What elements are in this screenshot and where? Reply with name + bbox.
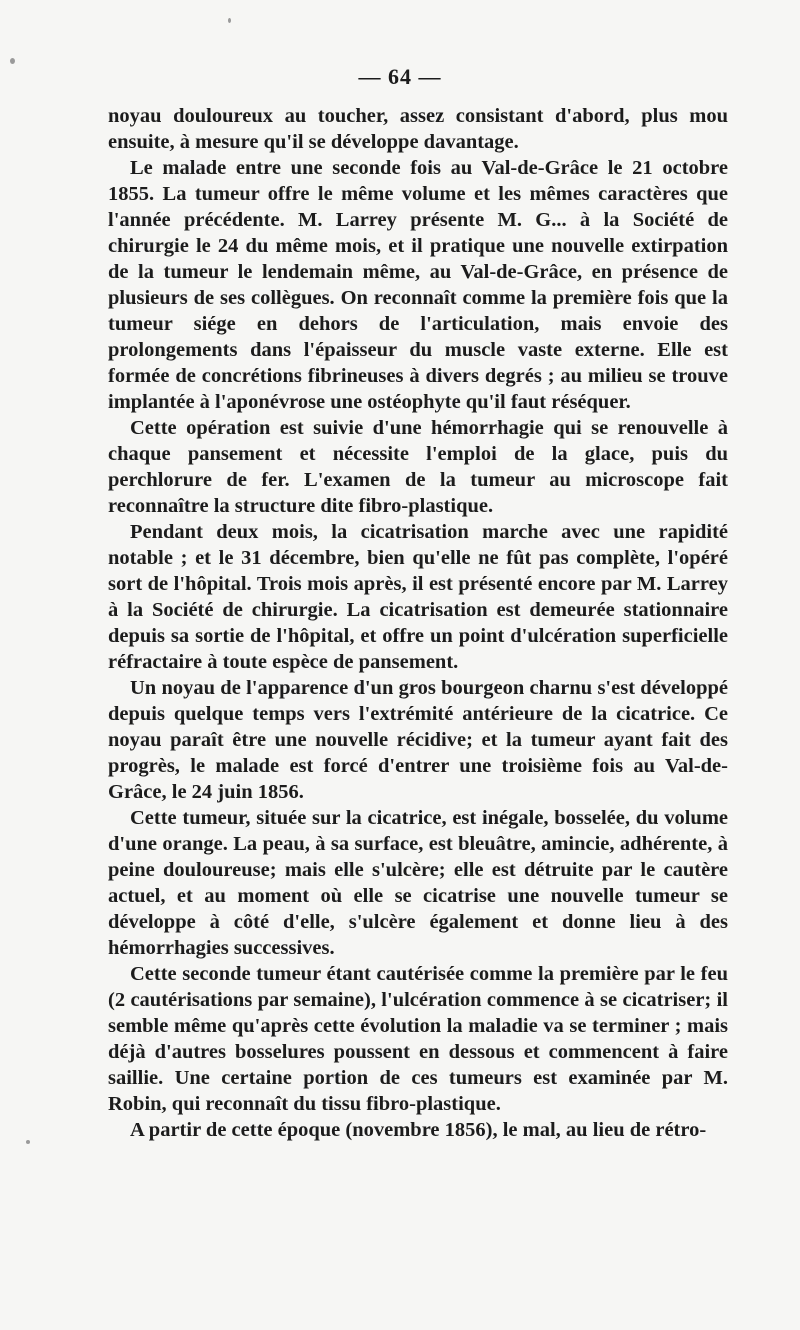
paragraph: A partir de cette époque (novembre 1856), le mal, au lieu de rétro- [130, 1119, 707, 1141]
paragraph: Un noyau de l'apparence d'un gros bourgeon charnu s'est développé depuis quelque temps vers l'extrémité antérieure de la cicatrice. Ce noyau paraît être une nouvelle récidive; et la tumeur ayant fait des progrès, le malade est forcé d'entrer une troisième fois au Val-de-Grâce, le 24 juin 1856. [108, 677, 728, 803]
paragraph: Cette seconde tumeur étant cautérisée comme la première par le feu (2 cautérisations par semaine), l'ulcération commence à se cicatriser; il semble même qu'après cette évolution la maladie va se terminer ; mais déjà d'autres bosselures poussent en dessous et commencent à faire saillie. Une certaine portion de ces tumeurs est examinée par M. Robin, qui reconnaît du tissu fibro-plastique. [108, 963, 728, 1115]
paragraph: Cette opération est suivie d'une hémorrhagie qui se renouvelle à chaque pansement et nécessite l'emploi de la glace, puis du perchlorure de fer. L'examen de la tumeur au microscope fait reconnaître la structure dite fibro-plastique. [108, 417, 728, 517]
paragraph: Cette tumeur, située sur la cicatrice, est inégale, bosselée, du volume d'une orange. La peau, à sa surface, est bleuâtre, amincie, adhérente, à peine douloureuse; mais elle s'ulcère; elle est détruite par le cautère actuel, et au moment où elle se cicatrise une nouvelle tumeur se développe à côté d'elle, s'ulcère également et donne lieu à des hémorrhagies successives. [108, 807, 728, 959]
body-text [108, 103, 728, 1143]
paper-speck [228, 18, 231, 23]
paragraph: Pendant deux mois, la cicatrisation marche avec une rapidité notable ; et le 31 décembre, bien qu'elle ne fût pas complète, l'opéré sort de l'hôpital. Trois mois après, il est présenté encore par M. Larrey à la Société de chirurgie. La cicatrisation est demeurée stationnaire depuis sa sortie de l'hôpital, et offre un point d'ulcération superficielle réfractaire à toute espèce de pansement. [108, 521, 728, 673]
paper-speck [26, 1140, 30, 1144]
paragraph: noyau douloureux au toucher, assez consistant d'abord, plus mou ensuite, à mesure qu'il se développe davantage. [108, 105, 728, 153]
page-number: — 64 — [358, 64, 442, 89]
paragraph: Le malade entre une seconde fois au Val-de-Grâce le 21 octobre 1855. La tumeur offre le même volume et les mêmes caractères que l'année précédente. M. Larrey présente M. G... à la Société de chirurgie le 24 du même mois, et il pratique une nouvelle extirpation de la tumeur le lendemain même, au Val-de-Grâce, en présence de plusieurs de ses collègues. On reconnaît comme la première fois que la tumeur siége en dehors de l'articulation, mais envoie des prolongements dans l'épaisseur du muscle vaste externe. Elle est formée de concrétions fibrineuses à divers degrés ; au milieu se trouve implantée à l'aponévrose une ostéophyte qu'il faut réséquer. [108, 157, 728, 413]
